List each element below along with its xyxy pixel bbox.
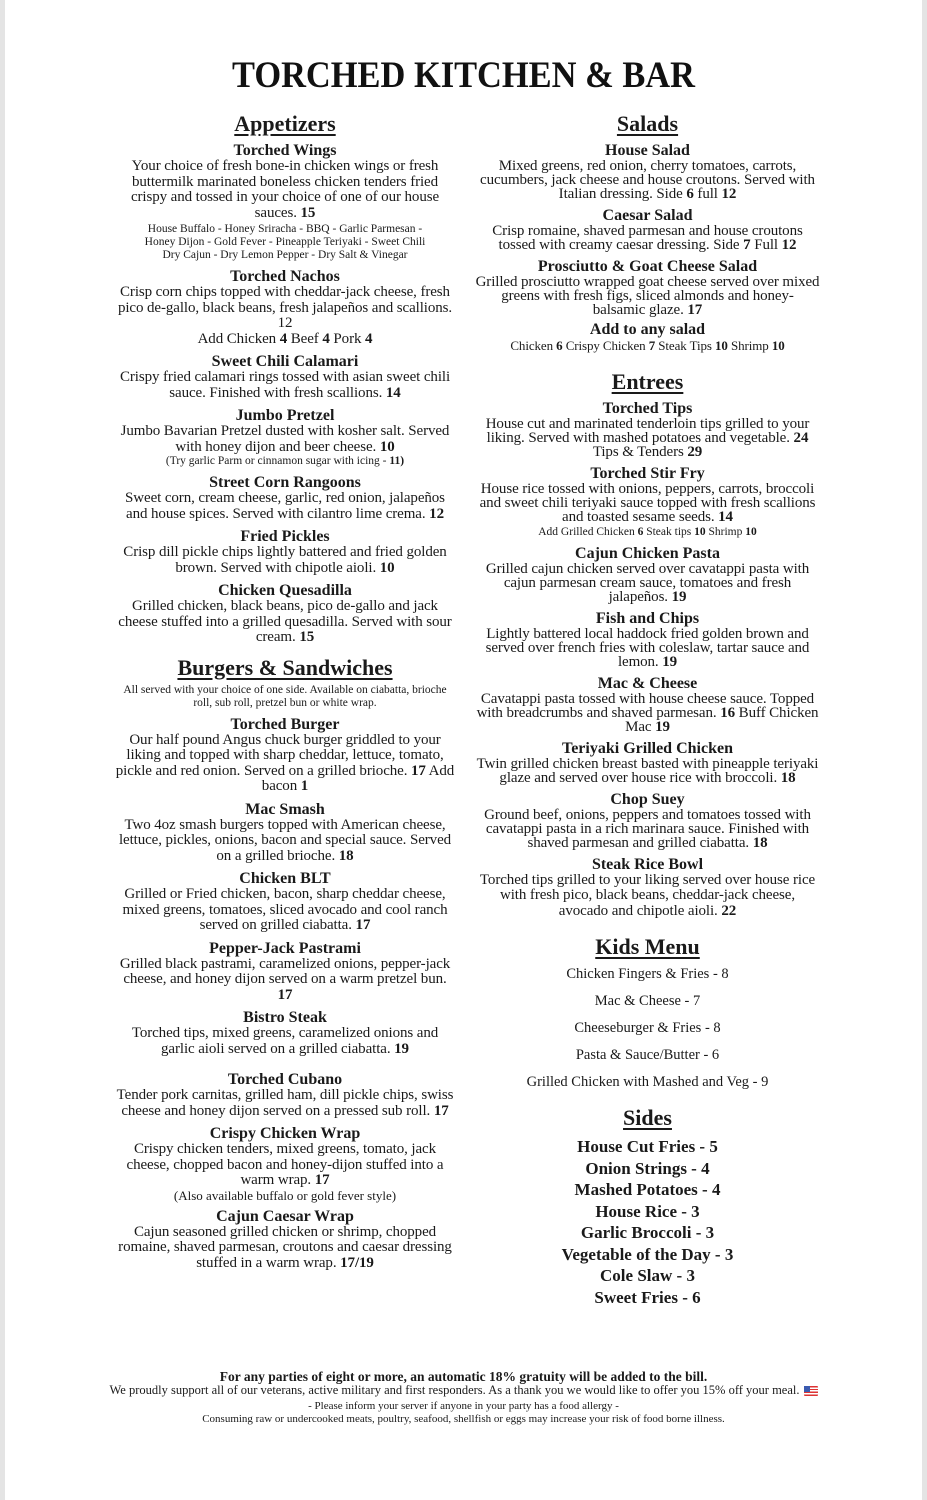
- section-heading-entrees: Entrees: [611, 368, 684, 394]
- item-description: Crispy chicken tenders, mixed greens, tomato, jack cheese, chopped bacon and honey-dijon stuffed into a warm wrap. 17: [126, 1141, 444, 1188]
- item-description: Tender pork carnitas, grilled ham, dill pickle chips, swiss cheese and honey dijon served on a pressed sub roll. 17: [116, 1087, 454, 1119]
- item-name: Torched Cubano: [227, 1071, 343, 1088]
- item-description: Our half pound Angus chuck burger griddled to your liking and topped with sharp cheddar, lettuce, tomato, pickle and red onion. Served on a grilled brioche. 17 Add bacon 1: [115, 731, 455, 794]
- item-description: Jumbo Bavarian Pretzel dusted with kosher salt. Served with honey dijon and beer cheese. 10: [120, 423, 450, 455]
- sides-list: [475, 1136, 820, 1308]
- side-item: Mashed Potatoes - 4: [574, 1180, 721, 1199]
- item-price: 14: [385, 384, 401, 401]
- item-note: (Try garlic Parm or cinnamon sugar with icing - 11): [165, 455, 405, 467]
- item-name: Fried Pickles: [240, 528, 330, 545]
- gratuity-notice: For any parties of eight or more, an automatic 18% gratuity will be added to the bill.: [219, 1369, 708, 1384]
- item-name: Torched Wings: [233, 142, 337, 159]
- item-name: Torched Burger: [230, 715, 340, 733]
- item-description: Crisp romaine, shaved parmesan and house croutons tossed with creamy caesar dressing. Side 7 Full 12: [492, 223, 803, 253]
- item-description: Torched tips grilled to your liking served over house rice with fresh pico, black beans, cheddar-jack cheese, avocado and chipotle aioli. 22: [479, 871, 816, 919]
- item-price: 12: [429, 505, 444, 522]
- us-flag-icon: [804, 1386, 818, 1396]
- item-addons: Add Chicken 4 Beef 4 Pork 4: [197, 330, 373, 347]
- menu-item: [475, 258, 820, 317]
- menu-item: [115, 407, 455, 468]
- item-name: Torched Tips: [602, 399, 693, 417]
- menu-item: [115, 142, 455, 262]
- menu-item: [475, 740, 820, 785]
- item-description: Grilled cajun chicken served over cavatappi pasta with cajun parmesan cream sauce, tomatoes and fresh jalapeños. 19: [485, 560, 810, 605]
- veterans-notice: We proudly support all of our veterans, active military and first responders. As a thank you we would like to offer you 15% off your meal.: [105, 1384, 822, 1397]
- kids-item: Grilled Chicken with Mashed and Veg - 9: [526, 1074, 769, 1090]
- menu-item: [475, 465, 820, 539]
- item-price: 10: [379, 438, 395, 455]
- item-price: 17: [277, 986, 293, 1003]
- item-addons: Add Grilled Chicken 6 Steak tips 10 Shrimp 10: [538, 525, 757, 538]
- item-description: Cajun seasoned grilled chicken or shrimp, chopped romaine, shaved parmesan, croutons and caesar dressing stuffed in a warm wrap. 17/19: [118, 1223, 452, 1271]
- side-item: Cole Slaw - 3: [600, 1266, 695, 1285]
- side-item: Garlic Broccoli - 3: [580, 1223, 715, 1242]
- menu-item: [475, 856, 820, 920]
- item-name: Teriyaki Grilled Chicken: [562, 739, 733, 757]
- menu-item: [115, 716, 455, 795]
- section-heading-kids: Kids Menu: [595, 934, 700, 959]
- menu-item: [115, 528, 455, 576]
- side-item: Vegetable of the Day - 3: [561, 1244, 734, 1264]
- item-description: Sweet corn, cream cheese, garlic, red onion, jalapeños and house spices. Served with cilantro lime crema. 12: [125, 490, 445, 522]
- restaurant-title: TORCHED KITCHEN & BAR: [231, 55, 695, 96]
- kids-list: [475, 961, 820, 1096]
- menu-item: [475, 610, 820, 669]
- item-description: Grilled chicken, black beans, pico de-gallo and jack cheese stuffed into a grilled quesadilla. Served with sour cream. 15: [118, 598, 452, 645]
- item-name: Street Corn Rangoons: [209, 474, 361, 491]
- item-name: Torched Stir Fry: [590, 464, 705, 482]
- item-price: 19: [671, 588, 687, 605]
- salad-addons: [475, 321, 820, 354]
- menu-item: [115, 1208, 455, 1272]
- menu-item: [115, 801, 455, 865]
- side-item: House Rice - 3: [595, 1201, 700, 1221]
- item-name: Fish and Chips: [595, 609, 700, 627]
- item-price: 18: [338, 847, 354, 864]
- item-description: Mixed greens, red onion, cherry tomatoes, carrots, cucumbers, jack cheese and house croutons. Served with Italian dressing. Side 6 full 12: [480, 158, 815, 202]
- item-description: Cavatappi pasta tossed with house cheese sauce. Topped with breadcrumbs and shaved parmesan. 16 Buff Chicken Mac 19: [476, 690, 819, 735]
- item-name: Torched Nachos: [230, 268, 340, 285]
- item-name: Chicken Quesadilla: [218, 582, 352, 599]
- item-description: Ground beef, onions, peppers and tomatoes tossed with cavatappi pasta in a rich marinara sauce. Finished with shaved parmesan and grilled ciabatta. 18: [484, 806, 811, 851]
- menu-item: [475, 545, 820, 604]
- item-name: Crispy Chicken Wrap: [209, 1125, 361, 1142]
- item-description: Grilled prosciutto wrapped goat cheese served over mixed greens with fresh figs, sliced almonds and honey-balsamic glaze. 17: [475, 274, 820, 318]
- item-description: Your choice of fresh bone-in chicken wings or fresh buttermilk marinated boneless chicken tenders fried crispy and tossed in your choice of one of our house sauces. 15: [130, 158, 440, 221]
- food-safety-warning: Consuming raw or undercooked meats, poultry, seafood, shellfish or eggs may increase your risk of food borne illness.: [202, 1412, 725, 1425]
- item-name: Chicken BLT: [239, 870, 331, 887]
- item-description: Torched tips, mixed greens, caramelized onions and garlic aioli served on a grilled ciabatta. 19: [131, 1025, 439, 1057]
- item-description: Crispy fried calamari rings tossed with asian sweet chili sauce. Finished with fresh scallions. 14: [119, 369, 451, 401]
- item-description: House rice tossed with onions, peppers, carrots, broccoli and sweet chili teriyaki sauce topped with fresh scallions and toasted sesame seeds. 14: [479, 480, 816, 525]
- kids-item: Cheeseburger & Fries - 8: [574, 1020, 721, 1036]
- item-name: Jumbo Pretzel: [235, 407, 335, 424]
- item-description: Crisp corn chips topped with cheddar-jack cheese, fresh pico de-gallo, black beans, fresh jalapeños and scallions. 12: [117, 284, 453, 331]
- item-description: Lightly battered local haddock fried golden brown and served over french fries with coleslaw, tartar sauce and lemon. 19: [485, 625, 810, 670]
- item-description: House cut and marinated tenderloin tips grilled to your liking. Served with mashed potatoes and vegetable. 24 Tips & Tenders 29: [485, 415, 810, 460]
- section-heading-salads: Salads: [616, 111, 679, 136]
- kids-item: Pasta & Sauce/Butter - 6: [575, 1047, 720, 1063]
- item-name: Chop Suey: [610, 790, 685, 808]
- sauce-list: House Buffalo - Honey Sriracha - BBQ - Garlic Parmesan - Honey Dijon - Gold Fever - Pineapple Teriyaki - Sweet Chili Dry Cajun - Dry Lemon Pepper - Dry Salt & Vinegar: [144, 223, 426, 261]
- item-name: Steak Rice Bowl: [591, 855, 704, 873]
- item-price: 17: [314, 1172, 330, 1188]
- item-description: Grilled black pastrami, caramelized onions, pepper-jack cheese, and honey dijon served on a warm pretzel bun. 17: [119, 955, 451, 1003]
- menu-item: [475, 675, 820, 734]
- item-name: Prosciutto & Goat Cheese Salad: [537, 258, 758, 275]
- item-name: Cajun Chicken Pasta: [575, 544, 720, 562]
- menu-item: [115, 870, 455, 934]
- left-column: [115, 110, 455, 1271]
- menu-item: [115, 268, 455, 347]
- item-price: 18: [752, 834, 768, 851]
- section-heading-appetizers: Appetizers: [234, 111, 336, 136]
- menu-item: [115, 940, 455, 1004]
- menu-item: [115, 1071, 455, 1119]
- item-price: 15: [299, 629, 315, 645]
- menu-item: [475, 791, 820, 850]
- item-price: 17: [411, 762, 426, 779]
- right-column: [475, 110, 820, 1308]
- item-price: 14: [718, 508, 733, 525]
- item-description: Twin grilled chicken breast basted with pineapple teriyaki glaze and served over house rice with broccoli. 18: [476, 755, 819, 786]
- item-description: Grilled or Fried chicken, bacon, sharp cheddar cheese, mixed greens, tomatoes, sliced avocado and cool ranch served on grilled ciabatta. 17: [122, 886, 448, 933]
- kids-item: Mac & Cheese - 7: [594, 993, 701, 1009]
- allergy-notice: - Please inform your server if anyone in your party has a food allergy -: [308, 1399, 619, 1412]
- item-description: Two 4oz smash burgers topped with American cheese, lettuce, pickles, onions, bacon and special sauce. Served on a grilled brioche. 18: [118, 816, 452, 864]
- item-name: Caesar Salad: [602, 207, 693, 224]
- menu-item: [115, 353, 455, 401]
- item-price: 10: [379, 559, 395, 576]
- addon-list: Chicken 6 Crispy Chicken 7 Steak Tips 10 Shrimp 10: [510, 338, 785, 353]
- section-heading-burgers: Burgers & Sandwiches: [177, 654, 393, 680]
- menu-item: [475, 207, 820, 252]
- side-item: Sweet Fries - 6: [594, 1287, 701, 1307]
- item-price: 19: [662, 653, 678, 670]
- item-name: Pepper-Jack Pastrami: [209, 939, 361, 957]
- item-price: 17: [433, 1102, 449, 1119]
- item-name: Cajun Caesar Wrap: [216, 1207, 354, 1225]
- item-price: 17: [355, 917, 371, 933]
- item-name: Bistro Steak: [243, 1009, 327, 1026]
- menu-item: [115, 582, 455, 646]
- item-name: Sweet Chili Calamari: [211, 353, 359, 370]
- item-name: Mac & Cheese: [597, 674, 698, 692]
- item-price: 17/19: [340, 1254, 374, 1271]
- section-heading-sides: Sides: [623, 1105, 672, 1130]
- menu-item: [115, 474, 455, 522]
- item-name: Mac Smash: [245, 800, 325, 818]
- section-intro: All served with your choice of one side. Available on ciabatta, brioche roll, sub roll, pretzel bun or white wrap.: [123, 683, 447, 709]
- kids-item: Chicken Fingers & Fries - 8: [566, 966, 729, 982]
- item-price: 22: [721, 902, 737, 919]
- side-item: Onion Strings - 4: [585, 1158, 710, 1178]
- item-price: 18: [780, 769, 796, 786]
- menu-item: [115, 1125, 455, 1202]
- menu-item: [115, 1009, 455, 1057]
- item-price: 19: [394, 1040, 409, 1057]
- menu-page: [5, 0, 922, 1500]
- item-price: 15: [300, 204, 316, 221]
- menu-footer: [105, 1370, 822, 1426]
- item-name: Add to any salad: [589, 321, 706, 338]
- side-item: House Cut Fries - 5: [577, 1137, 718, 1156]
- item-name: House Salad: [605, 142, 690, 159]
- item-description: Crisp dill pickle chips lightly battered and fried golden brown. Served with chipotle aioli. 10: [123, 544, 447, 576]
- menu-item: [475, 142, 820, 201]
- item-note: (Also available buffalo or gold fever style): [173, 1187, 397, 1203]
- item-price: 17: [687, 302, 703, 318]
- menu-item: [475, 400, 820, 459]
